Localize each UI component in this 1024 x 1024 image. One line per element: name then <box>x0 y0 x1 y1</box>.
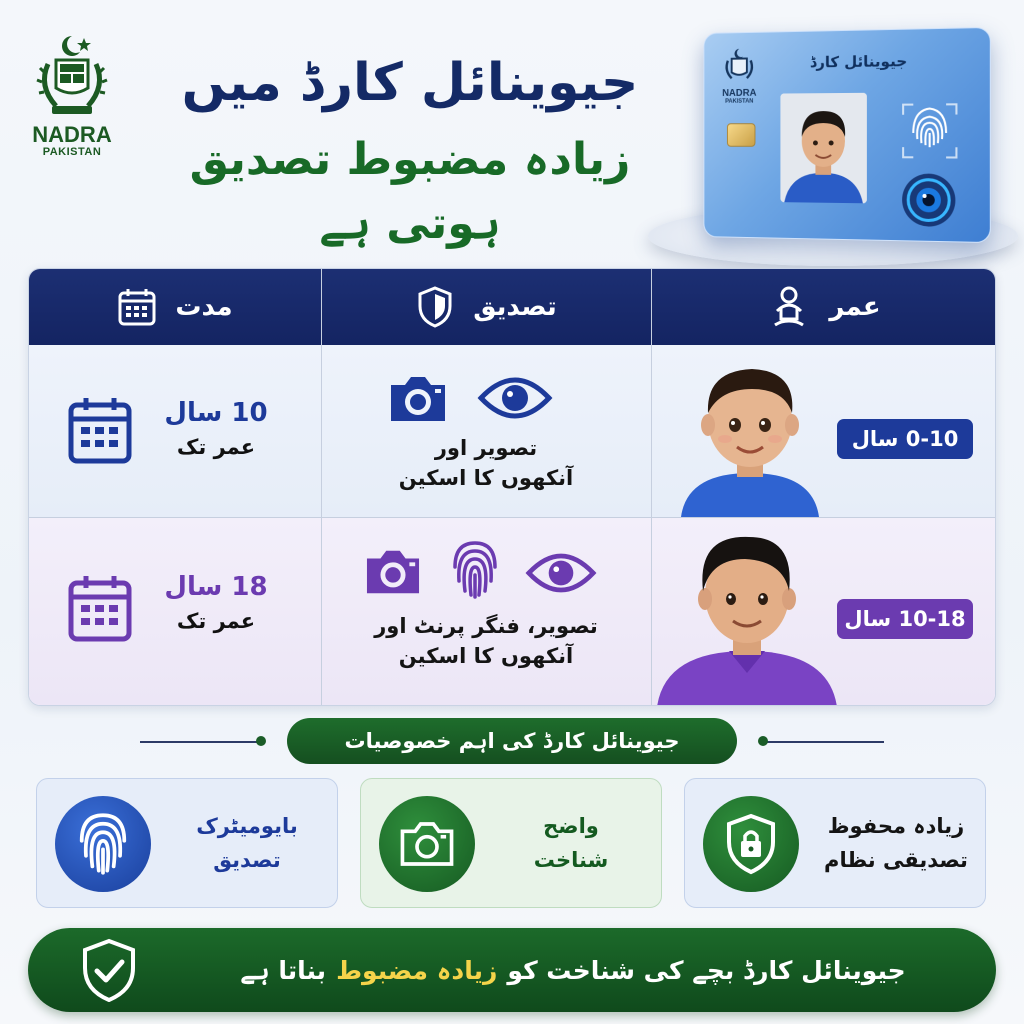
feature-line1: بایومیٹرک <box>196 814 298 838</box>
features-heading: جیوینائل کارڈ کی اہم خصوصیات <box>287 718 737 764</box>
national-emblem-icon <box>26 30 118 122</box>
column-divider <box>321 269 322 706</box>
feature-line1: واضح <box>543 814 599 838</box>
toddler-portrait-icon <box>675 353 825 517</box>
verification-line1: تصویر، فنگر پرنٹ اور <box>374 614 598 638</box>
feature-card-security <box>684 778 986 908</box>
feature-line2: تصدیقی نظام <box>824 848 968 872</box>
child-icon <box>767 285 811 329</box>
boy-portrait-icon <box>780 93 866 204</box>
header-age-label: عمر <box>829 292 881 322</box>
shield-icon <box>415 285 455 329</box>
age-badge: 10-18 سال <box>837 599 973 639</box>
juvenile-card-image <box>703 27 990 243</box>
bottom-banner <box>28 928 996 1012</box>
card-iris-scan-icon <box>893 169 965 231</box>
feature-icon-circle <box>379 796 475 892</box>
feature-line2: شناخت <box>533 848 609 872</box>
feature-text <box>491 809 651 877</box>
card-chip <box>727 123 756 147</box>
header-duration-label: مدت <box>175 292 233 322</box>
verification-cell <box>329 611 643 671</box>
calendar-icon <box>117 287 157 327</box>
duration-cell <box>151 569 281 637</box>
header-verification-label: تصدیق <box>473 292 557 322</box>
header-age <box>651 269 996 345</box>
verification-cell <box>329 433 643 493</box>
banner-message <box>178 928 968 1012</box>
camera-icon <box>385 371 451 427</box>
eye-icon <box>477 373 553 423</box>
nadra-logo <box>22 30 122 170</box>
feature-icon-circle <box>703 796 799 892</box>
camera-icon <box>397 818 457 870</box>
divider-line <box>766 741 884 743</box>
divider-dot <box>758 736 768 746</box>
header-duration <box>29 269 321 345</box>
duration-label: عمر تک <box>176 609 256 633</box>
divider-dot <box>256 736 266 746</box>
verification-table <box>28 268 996 706</box>
page-title-line1: جیوینائل کارڈ میں <box>181 53 639 113</box>
divider-line <box>140 741 258 743</box>
verification-line2: آنکھوں کا اسکین <box>398 644 574 668</box>
banner-highlight: زیادہ مضبوط <box>336 955 498 985</box>
logo-subtitle: PAKISTAN <box>42 146 102 158</box>
feature-text <box>813 809 979 877</box>
lock-shield-icon <box>723 813 779 875</box>
toddler-photo <box>675 353 825 517</box>
fingerprint-icon <box>75 811 131 877</box>
logo-name: NADRA <box>32 122 112 147</box>
card-fingerprint-icon <box>899 100 961 161</box>
camera-icon <box>361 545 425 599</box>
verification-line1: تصویر اور <box>434 436 538 460</box>
boy-portrait-icon <box>657 523 837 706</box>
verification-line2: آنکھوں کا اسکین <box>398 466 574 490</box>
feature-card-identity <box>360 778 662 908</box>
duration-label: عمر تک <box>176 435 256 459</box>
page-title-line2: زیادہ مضبوط تصدیق ہوتی ہے <box>189 134 631 249</box>
eye-icon <box>525 549 597 597</box>
age-badge: 0-10 سال <box>837 419 973 459</box>
header-verification <box>321 269 651 345</box>
card-emblem-icon <box>722 47 756 83</box>
table-header <box>29 269 996 345</box>
card-photo <box>780 93 866 204</box>
shield-check-icon <box>80 938 138 1002</box>
fingerprint-icon <box>449 539 501 601</box>
banner-text-part1: جیوینائل کارڈ بچے کی شناخت کو <box>507 955 906 985</box>
boy-photo <box>657 523 837 706</box>
duration-value: 18 سال <box>164 572 268 602</box>
feature-line1: زیادہ محفوظ <box>827 814 965 838</box>
feature-icon-circle <box>55 796 151 892</box>
duration-value: 10 سال <box>164 398 268 428</box>
duration-cell <box>151 395 281 463</box>
banner-text-part2: بناتا ہے <box>240 955 327 985</box>
calendar-icon <box>67 395 133 465</box>
card-emblem <box>719 47 759 105</box>
feature-text <box>167 809 327 877</box>
feature-line2: تصدیق <box>213 848 281 872</box>
feature-card-biometric <box>36 778 338 908</box>
card-emblem-sub: PAKISTAN <box>725 98 754 105</box>
calendar-icon <box>67 573 133 643</box>
card-emblem-label: NADRA <box>722 87 757 99</box>
column-divider <box>651 269 652 706</box>
card-title: جیوینائل کارڈ <box>809 51 908 72</box>
